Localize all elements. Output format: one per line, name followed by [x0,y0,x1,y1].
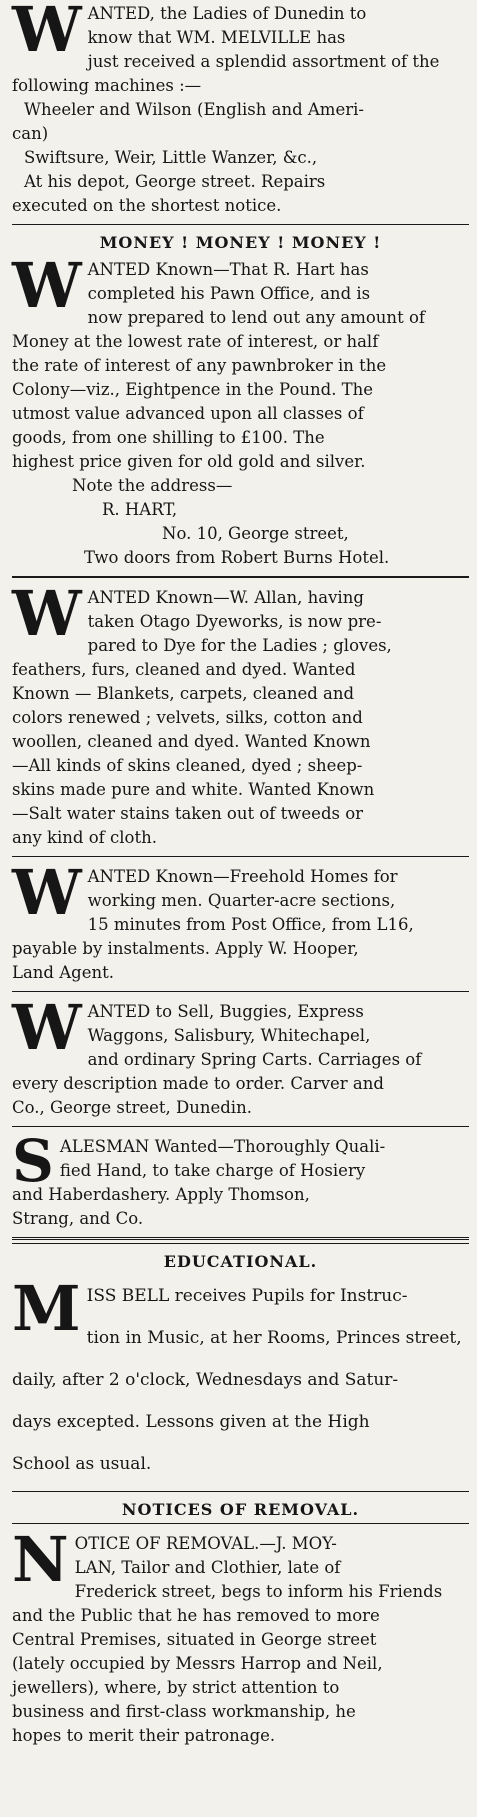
ad-line: now prepared to lend out any amount of [87,308,425,327]
ad-allan [12,577,469,850]
ad-melville [12,0,469,218]
ad-line: Two doors from Robert Burns Hotel. [84,548,390,567]
ad-line: 15 minutes from Post Office, from L16, [87,915,414,934]
ad-line: can) [12,124,49,143]
ad-line: payable by instalments. Apply W. Hooper, [12,939,359,958]
ad-line: ANTED, the Ladies of Dunedin to [87,4,367,23]
ad-line: jewellers), where, by strict attention to [12,1678,340,1697]
ad-line: Land Agent. [12,963,114,982]
ad-line: At his depot, George street. Repairs [24,172,326,191]
ad-line: Strang, and Co. [12,1209,144,1228]
drop-cap: N [12,1523,69,1596]
ad-line: Known — Blankets, carpets, cleaned and [12,684,355,703]
ad-line: any kind of cloth. [12,828,157,847]
ad-line: every description made to order. Carver and [12,1074,384,1093]
ad-line: following machines :— [12,76,202,95]
drop-cap: W [12,0,82,66]
ad-line: pared to Dye for the Ladies ; gloves, [87,636,392,655]
ad-line: School as usual. [12,1454,152,1474]
ad-bell [12,1272,469,1485]
ad-line: executed on the shortest notice. [12,196,282,215]
ad-thomson [12,1127,469,1231]
ad-line: utmost value advanced upon all classes of [12,404,364,423]
ad-line: taken Otago Dyeworks, is now pre- [87,612,382,631]
drop-cap: W [12,249,82,322]
ad-line: just received a splendid assortment of the [87,52,440,71]
ad-line: OTICE OF REMOVAL.—J. MOY- [74,1534,337,1553]
ad-line: —All kinds of skins cleaned, dyed ; sheep- [12,756,363,775]
ad-line: Frederick street, begs to inform his Friends [74,1582,443,1601]
divider [12,1126,469,1127]
ad-line: No. 10, George street, [162,524,349,543]
ad-hart [12,249,469,570]
ad-line: ISS BELL receives Pupils for Instruc- [86,1286,408,1306]
section-heading: EDUCATIONAL. [163,1252,318,1271]
ad-line: feathers, furs, cleaned and dyed. Wanted [12,660,356,679]
ad-hooper [12,856,469,985]
divider [12,224,469,225]
ad-moylan [12,1523,469,1748]
ad-line: and ordinary Spring Carts. Carriages of [87,1050,422,1069]
ad-line: Central Premises, situated in George street [12,1630,377,1649]
ad-line: goods, from one shilling to £100. The [12,428,325,447]
ad-line: (lately occupied by Messrs Harrop and Neil, [12,1654,383,1673]
ad-line: and Haberdashery. Apply Thomson, [12,1185,310,1204]
ad-line: skins made pure and white. Wanted Known [12,780,375,799]
ad-line: tion in Music, at her Rooms, Princes street, [86,1328,462,1348]
ad-line: Waggons, Salisbury, Whitechapel, [87,1026,371,1045]
drop-cap: S [12,1127,54,1195]
drop-cap: M [12,1272,81,1345]
ad-line: Note the address— [72,476,233,495]
ad-line: completed his Pawn Office, and is [87,284,371,303]
divider [12,1491,469,1492]
ad-line: ALESMAN Wanted—Thoroughly Quali- [59,1137,386,1156]
ad-line: fied Hand, to take charge of Hosiery [59,1161,366,1180]
divider [12,1523,469,1524]
ad-line: daily, after 2 o'clock, Wednesdays and Satur- [12,1370,399,1390]
ad-line: Co., George street, Dunedin. [12,1098,252,1117]
ad-line: Money at the lowest rate of interest, or half [12,332,379,351]
ad-line: Swiftsure, Weir, Little Wanzer, &c., [24,148,318,167]
drop-cap: W [12,856,82,929]
ad-line: Wheeler and Wilson (English and Ameri- [24,100,364,119]
section-heading: MONEY ! MONEY ! MONEY ! [99,233,382,252]
ad-line: LAN, Tailor and Clothier, late of [74,1558,341,1577]
ad-line: colors renewed ; velvets, silks, cotton and [12,708,363,727]
ad-carver [12,991,469,1120]
ad-line: and the Public that he has removed to more [12,1606,380,1625]
ad-line: ANTED Known—That R. Hart has [87,260,369,279]
drop-cap: W [12,991,82,1064]
ad-line: Colony—viz., Eightpence in the Pound. The [12,380,374,399]
ad-line: the rate of interest of any pawnbroker in the [12,356,387,375]
ad-line: —Salt water stains taken out of tweeds or [12,804,364,823]
ad-line: woollen, cleaned and dyed. Wanted Known [12,732,371,751]
ad-line: ANTED Known—W. Allan, having [87,588,364,607]
ad-line: working men. Quarter-acre sections, [87,891,396,910]
ad-line: ANTED to Sell, Buggies, Express [87,1002,364,1021]
ad-line: know that WM. MELVILLE has [87,28,346,47]
ad-line: R. HART, [102,500,178,519]
ad-line: highest price given for old gold and silver. [12,452,366,471]
drop-cap: W [12,577,82,650]
ad-line: days excepted. Lessons given at the High [12,1412,370,1432]
section-heading: NOTICES OF REMOVAL. [121,1500,360,1519]
ad-line: hopes to merit their patronage. [12,1726,276,1745]
divider [12,1237,469,1244]
ad-line: business and first-class workmanship, he [12,1702,356,1721]
ad-line: ANTED Known—Freehold Homes for [87,867,398,886]
